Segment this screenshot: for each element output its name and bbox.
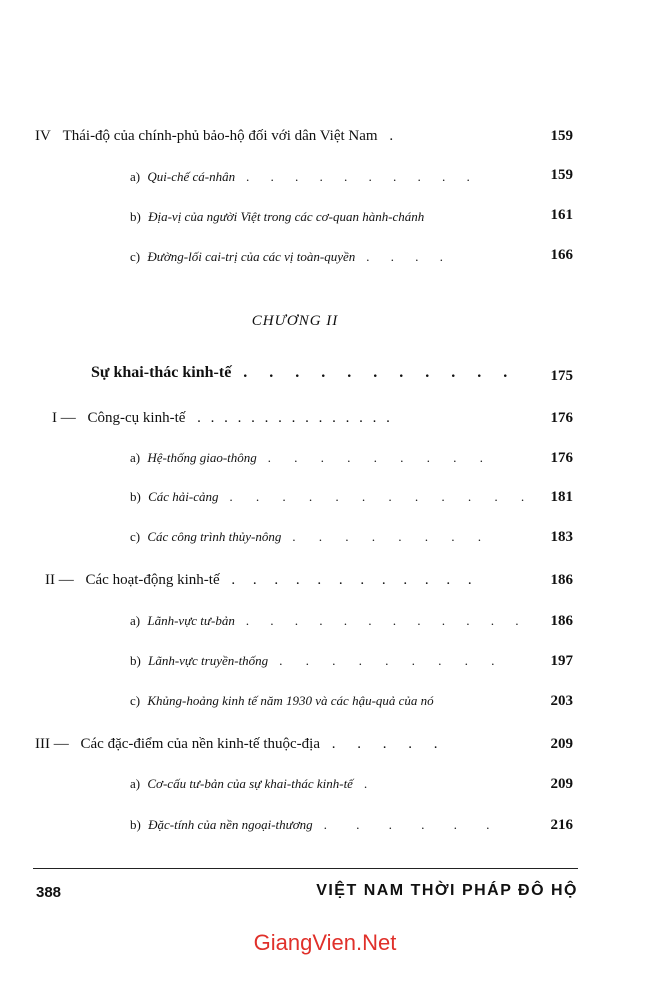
leader-dots: . . . . . . . . . . . . — [246, 613, 528, 628]
leader-dots: . . . . . . . . . . — [246, 169, 480, 184]
entry-title: Qui-chế cá-nhân — [147, 169, 236, 184]
toc-entry-main — [45, 570, 479, 590]
page-number: 175 — [550, 368, 573, 384]
chapter-title-entry — [91, 363, 516, 383]
page-number: 166 — [550, 247, 573, 263]
page-number: 159 — [550, 128, 573, 144]
toc-entry-sub — [130, 527, 491, 547]
entry-mark: a) — [130, 776, 141, 791]
toc-entry-sub — [130, 487, 535, 507]
toc-entry-sub — [130, 247, 452, 267]
entry-mark: c) — [130, 693, 141, 708]
entry-mark: b) — [130, 209, 141, 224]
footer-rule — [33, 868, 578, 869]
leader-dots: . — [364, 776, 377, 791]
entry-title: Lãnh-vực truyền-thống — [148, 653, 269, 668]
entry-title: Đặc-tính của nền ngoại-thương — [148, 817, 313, 832]
entry-title: Lãnh-vực tư-bản — [147, 613, 235, 628]
entry-mark: b) — [130, 489, 141, 504]
page-number: 216 — [550, 817, 573, 833]
leader-dots: . . . . . . . . — [292, 529, 492, 544]
entry-mark: c) — [130, 249, 141, 264]
entry-title: Các hải-cảng — [148, 489, 219, 504]
entry-title: Các công trình thủy-nông — [147, 529, 282, 544]
page-number: 186 — [550, 613, 573, 629]
page-number: 186 — [550, 572, 573, 588]
toc-entry-sub — [130, 815, 503, 835]
leader-dots: . . . . — [366, 249, 453, 264]
toc-entry-sub — [130, 448, 493, 468]
entry-mark: a) — [130, 450, 141, 465]
watermark: GiangVien.Net — [253, 930, 397, 955]
entry-mark: b) — [130, 817, 141, 832]
page-number: 197 — [550, 653, 573, 669]
leader-dots: . . . . . . . . . . . . — [231, 572, 479, 588]
toc-entry-sub — [130, 774, 376, 794]
entry-title: Công-cụ kinh-tế — [87, 410, 186, 426]
entry-title: Thái-độ của chính-phủ bảo-hộ đối với dân Việt Nam — [62, 128, 378, 144]
toc-entry-main — [52, 408, 393, 428]
entry-mark: IV — [35, 128, 51, 144]
page-number: 209 — [550, 776, 573, 792]
page-number: 183 — [550, 529, 573, 545]
leader-dots: . . . . . . . . . . . — [243, 364, 517, 381]
leader-dots: . . . . . . . . . — [279, 653, 505, 668]
toc-entry-sub — [130, 167, 479, 187]
entry-mark: c) — [130, 529, 141, 544]
page-number: 203 — [550, 693, 573, 709]
entry-title: Đường-lối cai-trị của các vị toàn-quyền — [147, 249, 356, 264]
entry-title: Sự khai-thác kinh-tế — [91, 364, 232, 381]
page-number: 181 — [550, 489, 573, 505]
entry-mark: a) — [130, 169, 141, 184]
toc-entry-sub — [130, 691, 434, 711]
page-number: 161 — [550, 207, 573, 223]
entry-title: Các đặc-điểm của nền kinh-tế thuộc-địa — [80, 736, 320, 752]
leader-dots: . . . . . . . . . . . . — [229, 489, 535, 504]
entry-mark: a) — [130, 613, 141, 628]
entry-title: Địa-vị của người Việt trong các cơ-quan hành-chánh — [148, 209, 425, 224]
toc-entry-sub — [130, 611, 528, 631]
entry-title: Các hoạt-động kinh-tế — [85, 572, 220, 588]
toc-entry-sub — [130, 207, 424, 227]
chapter-heading: CHƯƠNG II — [251, 313, 339, 329]
leader-dots: . . . . . . . . . — [268, 450, 494, 465]
entry-mark: b) — [130, 653, 141, 668]
entry-mark: I — — [52, 410, 76, 426]
entry-mark: II — — [45, 572, 74, 588]
leader-dots: . . . . . . . . . . . . . . . — [197, 410, 393, 426]
footer-page-number: 388 — [36, 884, 62, 901]
entry-title: Cơ-cấu tư-bản của sự khai-thác kinh-tế — [147, 776, 353, 791]
toc-entry-main — [35, 126, 402, 146]
leader-dots: . — [389, 128, 403, 144]
entry-title: Khủng-hoảng kinh tế năm 1930 và các hậu-quả của nó — [147, 693, 434, 708]
page-number: 159 — [550, 167, 573, 183]
toc-entry-main — [35, 734, 446, 754]
page-number: 176 — [550, 410, 573, 426]
toc-entry-sub — [130, 651, 505, 671]
page-number: 209 — [550, 736, 573, 752]
entry-mark: III — — [35, 736, 69, 752]
leader-dots: . . . . . — [331, 736, 447, 752]
leader-dots: . . . . . . — [323, 817, 503, 832]
page-number: 176 — [550, 450, 573, 466]
footer-book-title: VIỆT NAM THỜI PHÁP ĐÔ HỘ — [316, 882, 578, 899]
entry-title: Hệ-thống giao-thông — [147, 450, 257, 465]
